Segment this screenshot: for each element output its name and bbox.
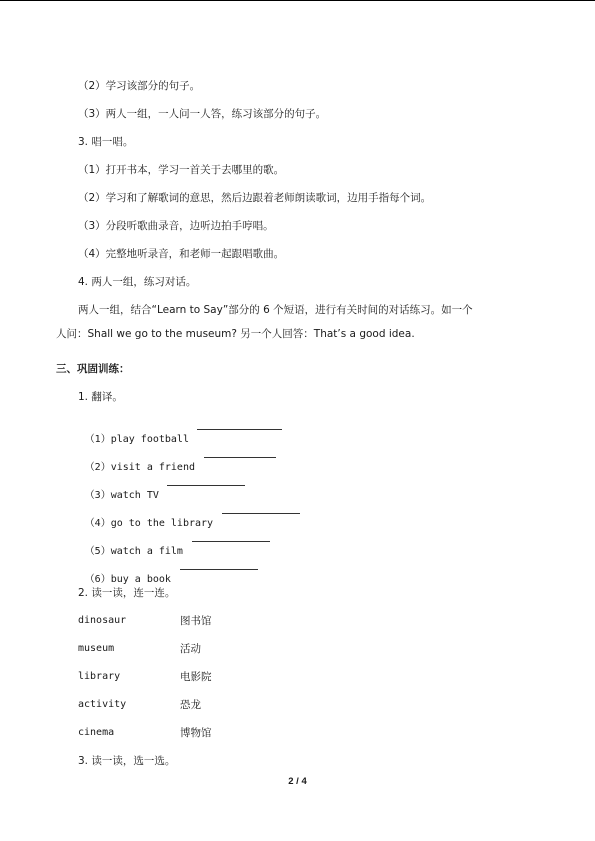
match-meaning: 博物馆 bbox=[180, 727, 212, 739]
step-heading: 4. 两人一组，练习对话。 bbox=[78, 276, 197, 288]
step-line: （4）完整地听录音，和老师一起跟唱歌曲。 bbox=[78, 248, 285, 260]
translation-phrase: （1）play football bbox=[84, 434, 189, 445]
match-word: activity bbox=[78, 699, 127, 710]
translation-phrase: （6）buy a book bbox=[84, 574, 171, 585]
match-meaning: 活动 bbox=[180, 643, 201, 655]
step-line: （3）分段听歌曲录音，边听边拍手哼唱。 bbox=[78, 220, 274, 232]
translation-phrase: （3）watch TV bbox=[84, 490, 159, 501]
paragraph-line: 两人一组，结合“Learn to Say”部分的 6 个短语，进行有关时间的对话练习。如一个 bbox=[78, 304, 473, 316]
step-line: （3）两人一组，一人问一人答，练习该部分的句子。 bbox=[78, 108, 327, 120]
translation-item bbox=[78, 558, 171, 587]
answer-blank[interactable] bbox=[167, 476, 245, 486]
question-label: 1. 翻译。 bbox=[78, 391, 123, 403]
match-word: library bbox=[78, 671, 121, 682]
answer-blank[interactable] bbox=[180, 560, 258, 570]
section-heading: 三、巩固训练： bbox=[56, 363, 130, 375]
answer-blank[interactable] bbox=[222, 504, 300, 514]
answer-blank[interactable] bbox=[192, 532, 270, 542]
header-rule bbox=[0, 0, 595, 1]
question-label: 3. 读一读，选一选。 bbox=[78, 755, 176, 767]
match-word: dinosaur bbox=[78, 615, 127, 626]
translation-item bbox=[78, 446, 195, 475]
match-word: cinema bbox=[78, 727, 115, 738]
step-line: （1）打开书本，学习一首关于去哪里的歌。 bbox=[78, 164, 285, 176]
match-meaning: 图书馆 bbox=[180, 615, 212, 627]
paragraph-line: 人问：Shall we go to the museum? 另一个人回答：That’s a good idea. bbox=[56, 328, 415, 340]
question-label: 2. 读一读，连一连。 bbox=[78, 587, 176, 599]
translation-phrase: （5）watch a film bbox=[84, 546, 183, 557]
translation-phrase: （2）visit a friend bbox=[84, 462, 195, 473]
translation-item bbox=[78, 530, 183, 559]
match-meaning: 电影院 bbox=[180, 671, 212, 683]
step-line: （2）学习该部分的句子。 bbox=[78, 80, 201, 92]
translation-item bbox=[78, 418, 189, 447]
translation-item bbox=[78, 474, 159, 503]
answer-blank[interactable] bbox=[204, 448, 276, 458]
match-word: museum bbox=[78, 643, 115, 654]
match-meaning: 恐龙 bbox=[180, 699, 201, 711]
step-heading: 3. 唱一唱。 bbox=[78, 136, 134, 148]
answer-blank[interactable] bbox=[197, 420, 282, 430]
step-line: （2）学习和了解歌词的意思，然后边跟着老师朗读歌词，边用手指每个词。 bbox=[78, 192, 432, 204]
translation-item bbox=[78, 502, 213, 531]
page-number: 2 / 4 bbox=[288, 776, 307, 787]
translation-phrase: （4）go to the library bbox=[84, 518, 214, 529]
